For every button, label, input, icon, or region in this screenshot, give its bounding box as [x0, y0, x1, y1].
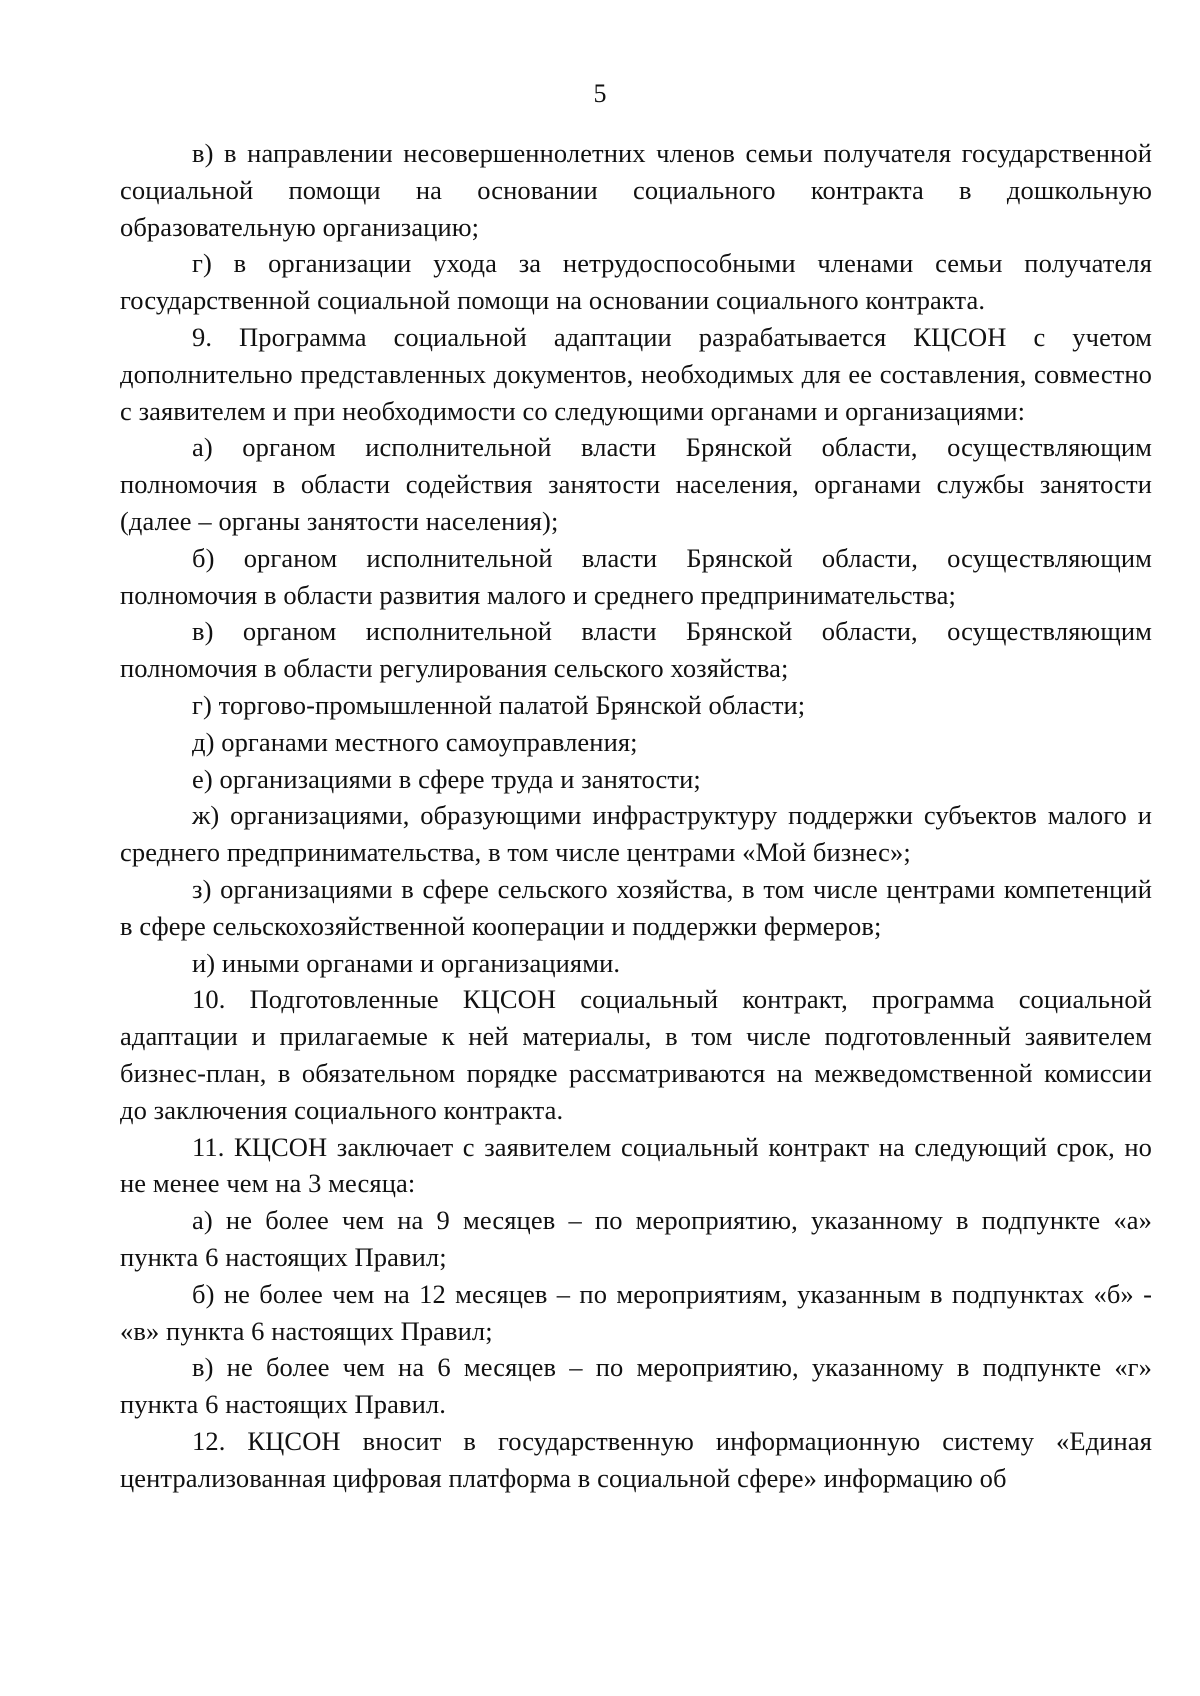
- paragraph-11v: в) не более чем на 6 месяцев – по мероприятию, указанному в подпункте «г» пункта 6 настоящих Правил.: [120, 1352, 1152, 1420]
- paragraph-9b: б) органом исполнительной власти Брянской области, осуществляющим полномочия в области развития малого и среднего предпринимательства;: [120, 542, 1152, 610]
- paragraph-8v: в) в направлении несовершеннолетних членов семьи получателя государственной социальной помощи на основании социального контракта в дошкольную образовательную организацию;: [120, 138, 1152, 242]
- paragraph-9e: е) организациями в сфере труда и занятости;: [192, 763, 701, 794]
- paragraph-9: 9. Программа социальной адаптации разрабатывается КЦСОН с учетом дополнительно представленных документов, необходимых для ее составления, совместно с заявителем и при необходимости со следующими органами и организациями:: [120, 321, 1152, 426]
- paragraph-9v: в) органом исполнительной власти Брянской области, осуществляющим полномочия в области регулирования сельского хозяйства;: [120, 616, 1152, 684]
- paragraph-11b: б) не более чем на 12 месяцев – по мероприятиям, указанным в подпунктах «б» - «в» пункта 6 настоящих Правил;: [120, 1278, 1152, 1346]
- paragraph-9d: д) органами местного самоуправления;: [192, 726, 638, 757]
- paragraph-10: 10. Подготовленные КЦСОН социальный контракт, программа социальной адаптации и прилагаемые к ней материалы, в том числе подготовленный заявителем бизнес-план, в обязательном порядке рассматриваются на межведомственной комиссии до заключения социального контракта.: [120, 984, 1152, 1125]
- paragraph-9i: и) иными органами и организациями.: [192, 947, 621, 978]
- paragraph-12: 12. КЦСОН вносит в государственную информационную систему «Единая централизованная цифровая платформа в социальной сфере» информацию об: [120, 1425, 1152, 1493]
- page-number: 5: [593, 79, 607, 108]
- paragraph-9a: а) органом исполнительной власти Брянской области, осуществляющим полномочия в области содействия занятости населения, органами службы занятости (далее – органы занятости населения);: [120, 432, 1152, 536]
- paragraph-8g: г) в организации ухода за нетрудоспособными членами семьи получателя государственной социальной помощи на основании социального контракта.: [120, 248, 1152, 316]
- paragraph-9zh: ж) организациями, образующими инфраструктуру поддержки субъектов малого и среднего предпринимательства, в том числе центрами «Мой бизнес»;: [120, 800, 1152, 868]
- paragraph-9z: з) организациями в сфере сельского хозяйства, в том числе центрами компетенций в сфере сельскохозяйственной кооперации и поддержки фермеров;: [120, 873, 1152, 941]
- document-body: [120, 135, 1152, 1496]
- paragraph-11: 11. КЦСОН заключает с заявителем социальный контракт на следующий срок, но не менее чем на 3 месяца:: [120, 1131, 1152, 1199]
- paragraph-11a: а) не более чем на 9 месяцев – по мероприятию, указанному в подпункте «а» пункта 6 настоящих Правил;: [120, 1205, 1152, 1272]
- paragraph-9g: г) торгово-промышленной палатой Брянской области;: [192, 689, 806, 720]
